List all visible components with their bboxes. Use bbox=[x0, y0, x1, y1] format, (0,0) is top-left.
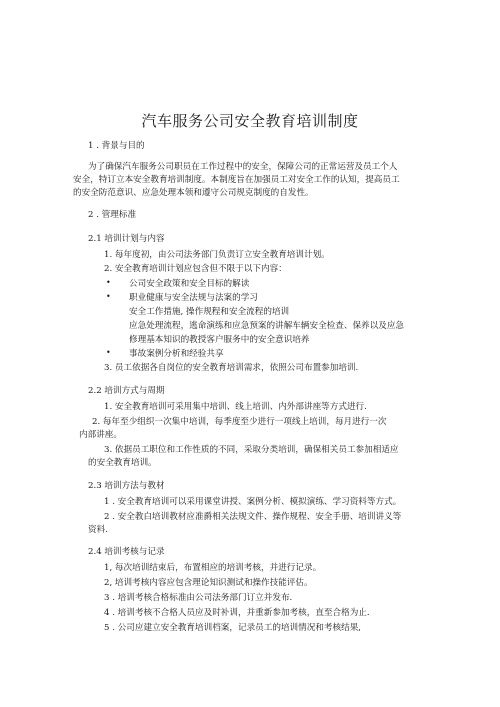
list-item: 2. 每年至少组织一次集中培训，每季度至少进行一项线上培训，每月进行一次 bbox=[92, 417, 387, 427]
subsection-heading: 2.1 培训计划与内容 bbox=[88, 234, 165, 244]
bullet-icon: • bbox=[106, 348, 111, 357]
list-item-continuation: 的安全教育培训。 bbox=[88, 458, 157, 468]
bullet-icon: • bbox=[106, 278, 111, 287]
list-item: 1. 安全教育培训可采用集中培训、线上培训、内外部讲座等方式进行. bbox=[104, 402, 367, 412]
paragraph-line: 的安全防范意识、应急处理本领和遵守公司规克制度的自发性。 bbox=[73, 188, 314, 198]
subsection-heading: 2.2 培训方式与周期 bbox=[88, 386, 165, 396]
list-item: 2, 培训考核内容应包含理论知识测试和操作技能评估。 bbox=[104, 578, 313, 588]
bullet-icon: • bbox=[106, 292, 111, 301]
list-item: 1. 每年度初，由公司法务部门负责订立安全教育培训计划。 bbox=[104, 250, 330, 260]
bullet-item: 公司安全政策和安全目标的解读 bbox=[129, 279, 250, 289]
subsection-heading: 2.4 培训考核与记录 bbox=[88, 547, 165, 557]
list-item-continuation: 内部讲座。 bbox=[79, 430, 122, 440]
subsection-heading: 2.3 培训方法与教材 bbox=[88, 481, 165, 491]
list-item: 2 . 安全教白培训教材应准爵相关法规文件、操作规程、安全手册、培训讲义等 bbox=[104, 512, 402, 522]
bullet-subline: 安全工作措施, 操作规程和安全流程的培训 bbox=[129, 307, 290, 317]
paragraph-line: 为了确保汽车服务公司职员在工作过程中的安全，保障公司的正常运营及员工个人 bbox=[88, 162, 398, 172]
document-title: 汽车服务公司安全教育培训制度 bbox=[141, 112, 359, 130]
list-item: 1, 每次培训结束后，布置相应的培训考核，并进行记录。 bbox=[104, 563, 322, 573]
bullet-item: 职业健康与安全法规与法案的学习 bbox=[129, 293, 258, 303]
list-item: 2. 安全教育培训计划应包含但不限于以下内容： bbox=[104, 264, 287, 274]
bullet-subline: 应急处理流程，逃命演练和应急预案的讲解车辆安全检查、保养以及应急 bbox=[129, 321, 405, 331]
paragraph-line: 安全，特订立本安全教育培训制度。本制度旨在加强员工对安全工作的认知，提高员工 bbox=[73, 175, 400, 185]
list-item: 5 . 公司应建立安全教育培训档案，记录员工的培训情况和考核结果, bbox=[104, 623, 362, 633]
list-item: 4 . 培训考核不合格人员应及时补训，并重新参加考核，直至合格为止. bbox=[104, 608, 370, 618]
section-heading-background: 1 . 背景与目的 bbox=[88, 141, 145, 151]
section-heading-management: 2 . 管理标准 bbox=[88, 210, 137, 220]
list-item-continuation: 资料. bbox=[88, 525, 108, 535]
list-item: 3. 员工依据各自岗位的安全教育培训需求，依照公司布置参加培训. bbox=[104, 363, 359, 373]
list-item: 3 . 培训考核合格标准由公司法务部门订立并发布. bbox=[104, 593, 293, 603]
bullet-item: 事故案例分析和经验共享 bbox=[129, 349, 224, 359]
list-item: 1 . 安全教育培训可以采用课堂讲授、案例分析、模拟演练、学习资料等方式。 bbox=[104, 497, 402, 507]
list-item: 3. 依据员工职位和工作性质的不同，采取分类培训，确保相关员工参加相适应 bbox=[104, 445, 399, 455]
bullet-subline: 修理基本知识的教授客户服务中的安全意识培养 bbox=[129, 335, 310, 345]
